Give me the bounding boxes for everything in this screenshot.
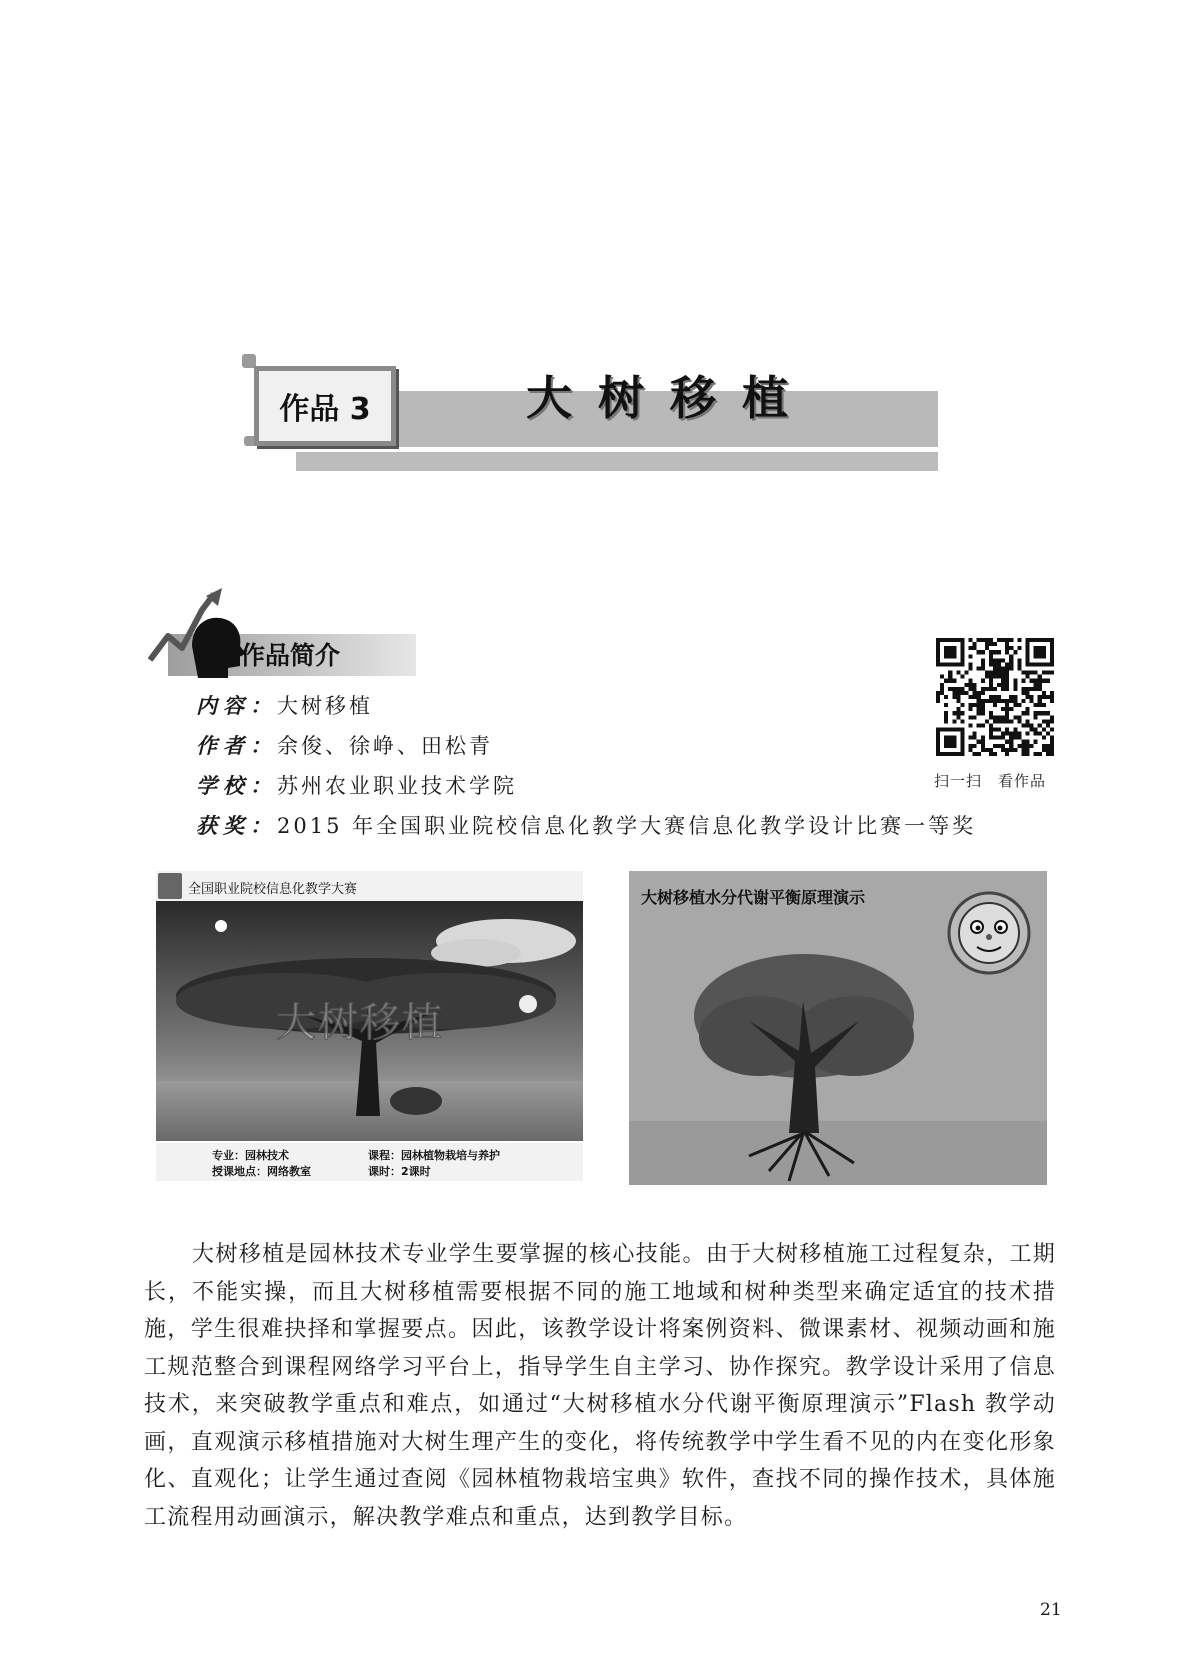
- page-number: 21: [1040, 1600, 1062, 1620]
- info-value: 大树移植: [277, 694, 373, 718]
- info-value: 苏州农业职业技术学院: [277, 774, 517, 798]
- chapter-badge-text: 作品 3: [279, 392, 371, 427]
- qr-caption-scan: 扫一扫: [934, 772, 983, 790]
- info-value: 2015 年全国职业院校信息化教学大赛信息化教学设计比赛一等奖: [277, 814, 977, 838]
- info-key: 获奖：: [196, 813, 277, 838]
- info-key: 内容：: [196, 693, 277, 718]
- info-author: [196, 730, 493, 760]
- qr-caption: [934, 770, 1046, 791]
- qr-caption-view: 看作品: [998, 772, 1047, 790]
- qr-code[interactable]: [936, 638, 1054, 756]
- info-value: 余俊、徐峥、田松青: [277, 734, 493, 758]
- slide-header-text: 全国职业院校信息化教学大赛: [188, 882, 358, 897]
- slide-major: 专业：园林技术: [212, 1149, 289, 1162]
- slide-image-title: [156, 871, 583, 1181]
- slide-hours: 课时：2课时: [368, 1165, 431, 1178]
- chapter-title: 大树移植: [526, 371, 814, 425]
- water-balance-scene: [629, 871, 1047, 1185]
- slide-course: 课程：园林植物栽培与养护: [368, 1149, 500, 1162]
- banner-underbar: [296, 452, 938, 471]
- slide-overlay-title: 大树移植: [276, 1000, 444, 1046]
- info-key: 作者：: [196, 733, 277, 758]
- info-key: 学校：: [196, 773, 277, 798]
- info-award: [196, 810, 976, 840]
- info-school: [196, 770, 517, 800]
- chapter-badge: [254, 366, 396, 446]
- sun-icon: [949, 893, 1029, 973]
- slide-header: [156, 871, 583, 901]
- tree-logo-icon: [158, 873, 182, 899]
- intro-heading-label: 作品简介: [240, 641, 341, 670]
- info-content: [196, 690, 373, 720]
- slide-place: 授课地点：网络教室: [212, 1165, 311, 1178]
- intro-heading: [148, 588, 416, 678]
- slide-image-demo: [629, 871, 1047, 1185]
- chapter-banner: [236, 352, 948, 472]
- body-paragraph: 大树移植是园林技术专业学生要掌握的核心技能。由于大树移植施工过程复杂，工期长，不能实操，而且大树移植需要根据不同的施工地域和树种类型来确定适宜的技术措施，学生很难抉择和掌握要点。因此，该教学设计将案例资料、微课素材、视频动画和施工规范整合到课程网络学习平台上，指导学生自主学习、协作探究。教学设计采用了信息技术，来突破教学重点和难点，如通过“大树移植水分代谢平衡原理演示”Flash 教学动画，直观演示移植措施对大树生理产生的变化，将传统教学中学生看不见的内在变化形象化、直观化；让学生通过查阅《园林植物栽培宝典》软件，查找不同的操作技术，具体施工流程用动画演示，解决教学难点和重点，达到教学目标。: [144, 1242, 1056, 1530]
- slide-footer: [156, 1143, 583, 1181]
- demo-title: 大树移植水分代谢平衡原理演示: [641, 888, 866, 907]
